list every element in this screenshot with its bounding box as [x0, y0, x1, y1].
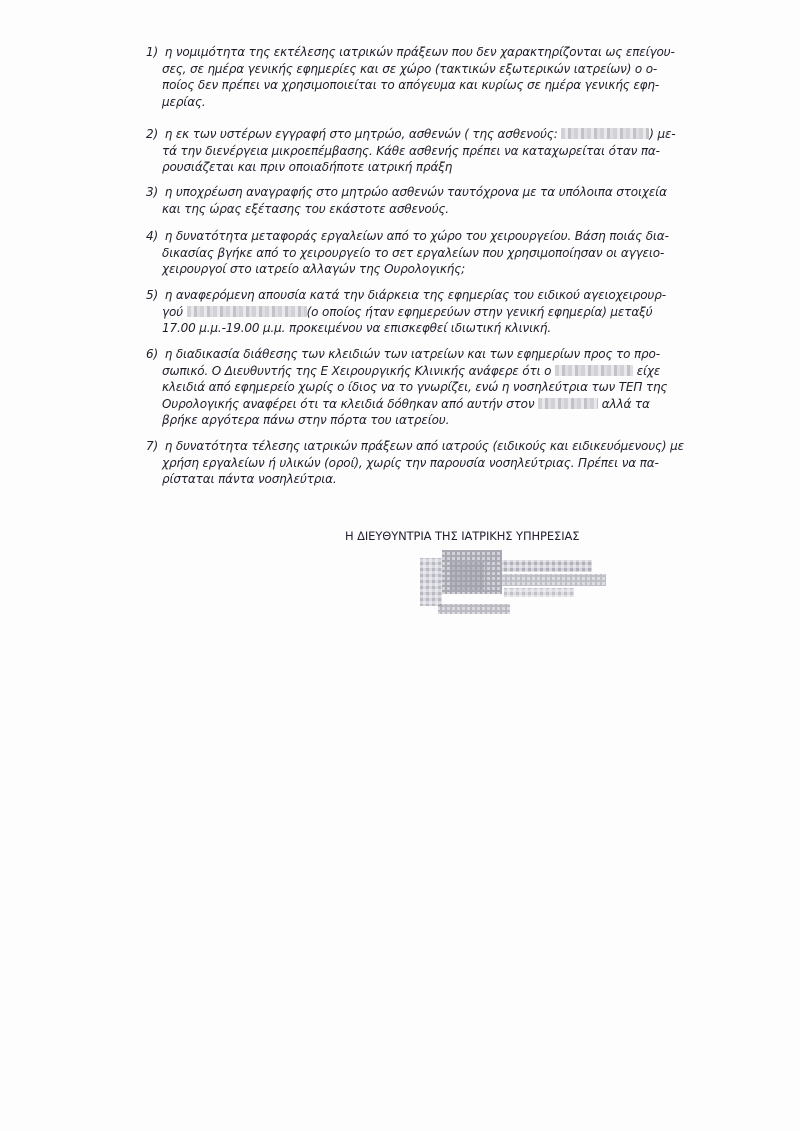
item-text-line: η δυνατότητα μεταφοράς εργαλείων από το χώρο του χειρουργείου. Βάση ποιάς δια-: [164, 229, 669, 243]
list-item-3: [146, 184, 706, 217]
item-number: 2): [146, 127, 159, 141]
item-text-line: χρήση εργαλείων ή υλικών (οροί), χωρίς την παρουσία νοσηλεύτριας. Πρέπει να πα-: [162, 455, 659, 470]
list-item-1: [146, 44, 706, 110]
redacted-signature-stamp: [420, 550, 620, 620]
list-item-7: [146, 438, 706, 488]
item-text-line: χειρουργοί στο ιατρείο αλλαγών της Ουρολογικής;: [162, 262, 466, 276]
list-item-2: [146, 126, 706, 176]
item-text-line: (ο οποίος ήταν εφημερεύων στην γενική εφημερία) μεταξύ: [306, 304, 653, 319]
item-text-line: η νομιμότητα της εκτέλεσης ιατρικών πράξεων που δεν χαρακτηρίζονται ως επείγου-: [164, 45, 675, 59]
item-text-line: Ουρολογικής αναφέρει ότι τα κλειδιά δόθηκαν από αυτήν στον: [162, 396, 535, 411]
item-number: 5): [146, 288, 159, 302]
item-text-line: ρίσταται πάντα νοσηλεύτρια.: [162, 472, 337, 486]
item-number: 7): [146, 439, 159, 453]
item-text-line: σωπικό. Ο Διευθυντής της Ε Χειρουργικής Κλινικής ανάφερε ότι ο: [162, 363, 552, 378]
redacted-name: [555, 365, 633, 376]
item-text-line: η υποχρέωση αναγραφής στο μητρώο ασθενών ταυτόχρονα με τα υπόλοιπα στοιχεία: [164, 185, 667, 199]
item-text-line: δικασίας βγήκε από το χειρουργείο το σετ εργαλείων που χρησιμοποίησαν οι αγγειο-: [162, 245, 665, 260]
redacted-name: [538, 398, 598, 409]
item-number: 6): [146, 347, 159, 361]
item-number: 1): [146, 45, 159, 59]
item-text-line: μερίας.: [162, 94, 206, 109]
signature-title: Η ΔΙΕΥΘΥΝΤΡΙΑ ΤΗΣ ΙΑΤΡΙΚΗΣ ΥΠΗΡΕΣΙΑΣ: [345, 529, 580, 543]
item-text-line: η εκ των υστέρων εγγραφή στο μητρώο, ασθενών ( της ασθενούς:: [164, 127, 558, 141]
item-text-line: γού: [162, 304, 183, 319]
redacted-name: [187, 306, 307, 317]
item-text-line: ρουσιάζεται και πριν οποιαδήποτε ιατρική πράξη: [162, 160, 453, 174]
redacted-name: [561, 128, 649, 139]
item-text-line: και της ώρας εξέτασης του εκάστοτε ασθενούς.: [162, 201, 449, 216]
item-text-line: 17.00 μ.μ.-19.00 μ.μ. προκειμένου να επισκεφθεί ιδιωτική κλινική.: [162, 321, 552, 335]
list-item-5: [146, 287, 706, 337]
list-item-4: [146, 228, 706, 278]
list-item-6: [146, 346, 706, 429]
item-text-line: αλλά τα: [601, 396, 650, 411]
item-text-line: είχε: [636, 363, 661, 378]
item-text-line: κλειδιά από εφημερείο χωρίς ο ίδιος να το γνωρίζει, ενώ η νοσηλεύτρια των ΤΕΠ της: [162, 380, 668, 394]
item-number: 4): [146, 229, 159, 243]
item-number: 3): [146, 185, 159, 199]
item-text-line: ποίος δεν πρέπει να χρησιμοποιείται το απόγευμα και κυρίως σε ημέρα γενικής εφη-: [162, 78, 660, 92]
item-text-line: η αναφερόμενη απουσία κατά την διάρκεια της εφημερίας του ειδικού αγειοχειρουρ-: [164, 288, 666, 302]
item-text-line: ) με-: [649, 127, 676, 141]
item-text-line: η δυνατότητα τέλεσης ιατρικών πράξεων από ιατρούς (ειδικούς και ειδικευόμενους) με: [164, 439, 684, 453]
item-text-line: τά την διενέργεια μικροεπέμβασης. Κάθε ασθενής πρέπει να καταχωρείται όταν πα-: [162, 143, 660, 158]
item-text-line: η διαδικασία διάθεσης των κλειδιών των ιατρείων και των εφημερίων προς το προ-: [164, 347, 660, 361]
item-text-line: σες, σε ημέρα γενικής εφημερίες και σε χώρο (τακτικών εξωτερικών ιατρείων) ο ο-: [162, 61, 658, 76]
item-text-line: βρήκε αργότερα πάνω στην πόρτα του ιατρείου.: [162, 413, 450, 427]
